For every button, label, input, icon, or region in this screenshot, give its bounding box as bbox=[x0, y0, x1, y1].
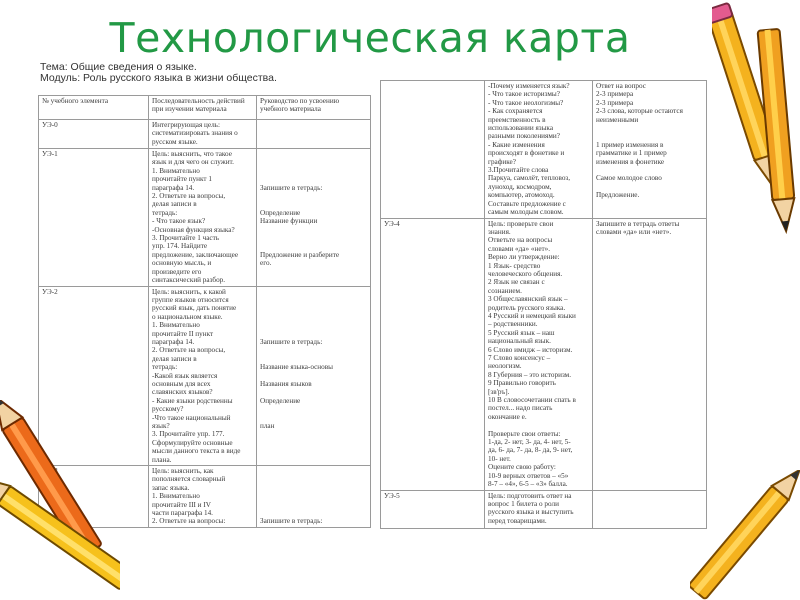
cell-line bbox=[260, 346, 367, 354]
cell-line: русского языка и выступить bbox=[488, 508, 574, 517]
cell-line: - Как сохраняется bbox=[488, 107, 543, 116]
row-guide bbox=[257, 466, 371, 528]
cell-line: 2 Язык не связан с bbox=[488, 278, 545, 287]
cell-line: 1. Внимательно bbox=[152, 492, 200, 501]
cell-line: -Почему изменяется язык? bbox=[488, 82, 570, 90]
cell-line: язык и для чего он служит. bbox=[152, 158, 234, 167]
cell-line: прочитайте пункт 1 bbox=[152, 175, 212, 184]
cell-line bbox=[260, 296, 367, 304]
cell-line: 2. Ответьте на вопросы, bbox=[152, 346, 226, 355]
cell-line: Название функции bbox=[260, 217, 318, 226]
element-code: УЭ-2 bbox=[39, 286, 149, 466]
element-code: УЭ-4 bbox=[381, 218, 485, 490]
row-content bbox=[149, 120, 257, 149]
row-guide bbox=[593, 81, 707, 219]
row-content bbox=[149, 466, 257, 528]
cell-line: параграфа 14. bbox=[152, 183, 195, 192]
header-element-number: № учебного элемента bbox=[39, 96, 149, 120]
cell-line: Проверьте свои ответы: bbox=[488, 429, 561, 438]
cell-line: русском языке. bbox=[152, 137, 198, 146]
header-guide: Руководство по усвоению учебного материала bbox=[257, 96, 371, 120]
cell-line: 10- нет. bbox=[488, 454, 511, 463]
cell-line: предложение, заключающее bbox=[152, 250, 239, 259]
cell-line: Запишите в тетрадь: bbox=[260, 517, 323, 526]
cell-line: Запишите в тетрадь: bbox=[260, 337, 323, 346]
cell-line: мысли данного текста в виде bbox=[152, 447, 241, 456]
cell-line: 5 Русский язык – наш bbox=[488, 328, 555, 337]
cell-line bbox=[260, 467, 367, 475]
cell-line: основным для всех bbox=[152, 379, 211, 388]
element-code bbox=[381, 81, 485, 219]
cell-line: упр. 174. Найдите bbox=[152, 242, 208, 251]
cell-line: неизменными bbox=[596, 115, 639, 124]
cell-line: неологизм. bbox=[488, 362, 522, 371]
cell-line bbox=[260, 242, 367, 250]
cell-line bbox=[260, 321, 367, 329]
table-row bbox=[39, 149, 371, 287]
cell-line: Верно ли утверждение: bbox=[488, 253, 560, 262]
cell-line: запас языка. bbox=[152, 483, 190, 492]
cell-line: параграфа 14. bbox=[152, 337, 195, 346]
cell-line: преемственность в bbox=[488, 115, 546, 124]
cell-line: 2-3 примера bbox=[596, 90, 634, 99]
cell-line: группе языков относится bbox=[152, 295, 229, 304]
cell-line: 3.Прочитайте слова bbox=[488, 166, 549, 175]
cell-line: 1-да, 2- нет, 3- да, 4- нет, 5- bbox=[488, 438, 571, 447]
cell-line: язык? bbox=[152, 422, 170, 430]
cell-line: -Какой язык является bbox=[152, 371, 218, 380]
cell-line bbox=[260, 355, 367, 363]
cell-line: 1. Внимательно bbox=[152, 166, 200, 175]
cell-line: прочитайте III и IV bbox=[152, 500, 211, 509]
cell-line: 1 пример изменения в bbox=[596, 140, 664, 149]
table-row bbox=[39, 120, 371, 149]
cell-line: Сформулируйте основные bbox=[152, 438, 233, 447]
cell-line: пополняется словарный bbox=[152, 475, 226, 484]
cell-line: Ответьте на вопросы bbox=[488, 236, 553, 245]
cell-line: - Что такое язык? bbox=[152, 217, 206, 226]
cell-line: 2. Ответьте на вопросы, bbox=[152, 192, 226, 201]
cell-line: Определение bbox=[260, 208, 301, 217]
cell-line: делая записи в bbox=[152, 200, 197, 209]
cell-line: русский язык, дать понятие bbox=[152, 304, 237, 313]
table-row bbox=[381, 81, 707, 219]
cell-line: план bbox=[260, 422, 275, 430]
cell-line: - Какие изменения bbox=[488, 140, 545, 149]
table-row bbox=[381, 218, 707, 490]
row-guide bbox=[257, 149, 371, 287]
cell-line: 3. Прочитайте упр. 177. bbox=[152, 430, 225, 439]
cell-line: Ответ на вопрос bbox=[596, 82, 646, 90]
cell-line: Запишите в тетрадь ответы bbox=[596, 219, 680, 228]
pencil-top-right-icon bbox=[712, 0, 800, 240]
cell-line: словами «да» или «нет». bbox=[596, 227, 672, 236]
cell-line: да, 6- да, 7- да, 8- да, 9- нет, bbox=[488, 446, 573, 455]
cell-line: – родственники. bbox=[488, 320, 538, 329]
cell-line bbox=[260, 405, 367, 413]
topic-header bbox=[40, 62, 370, 84]
topic-line: Тема: Общие сведения о языке. bbox=[40, 61, 197, 73]
cell-line: 1. Внимательно bbox=[152, 321, 200, 330]
cell-line: Название языка-основы bbox=[260, 363, 333, 372]
cell-line: 2-3 примера bbox=[596, 98, 634, 107]
cell-line: Запишите в тетрадь: bbox=[260, 183, 323, 192]
cell-line: -Что такое национальный bbox=[152, 413, 231, 422]
cell-line: самым молодым словом. bbox=[488, 208, 564, 217]
cell-line: 7 Слово консенсус – bbox=[488, 354, 551, 362]
cell-line: Цель: выяснить, к какой bbox=[152, 287, 226, 296]
cell-line bbox=[596, 124, 703, 132]
cell-line: использовании языка bbox=[488, 124, 554, 133]
cell-line: Цель: выяснить, как bbox=[152, 467, 214, 476]
cell-line bbox=[260, 175, 367, 183]
cell-line: - Какие языки родственны bbox=[152, 396, 233, 405]
cell-line: синтаксический разбор. bbox=[152, 276, 226, 285]
cell-line bbox=[596, 166, 703, 174]
header-sequence: Последовательность действий при изучении материала bbox=[149, 96, 257, 120]
cell-line: словами «да» «нет». bbox=[488, 244, 551, 253]
row-content bbox=[485, 218, 593, 490]
row-content bbox=[149, 149, 257, 287]
cell-line: 10-9 верных ответов – «5» bbox=[488, 471, 569, 480]
cell-line: - Что такое историзмы? bbox=[488, 90, 560, 99]
cell-line: Цель: подготовить ответ на bbox=[488, 491, 572, 500]
cell-line: Предложение. bbox=[596, 191, 640, 200]
row-content bbox=[485, 81, 593, 219]
cell-line bbox=[260, 304, 367, 312]
table-row bbox=[381, 490, 707, 528]
row-guide bbox=[593, 218, 707, 490]
cell-line bbox=[260, 414, 367, 422]
cell-line: 4 Русский и немецкий языки bbox=[488, 311, 576, 320]
row-content bbox=[149, 286, 257, 466]
cell-line: -Основная функция языка? bbox=[152, 225, 235, 234]
cell-line bbox=[260, 234, 367, 242]
cell-line bbox=[260, 158, 367, 166]
cell-line: 10 В словосочетании спать в bbox=[488, 396, 576, 405]
cell-line: перед товарищами. bbox=[488, 516, 547, 525]
cell-line: 9 Правильно говорить bbox=[488, 379, 556, 388]
cell-line: постел... надо писать bbox=[488, 404, 553, 413]
cell-line: сознанием. bbox=[488, 286, 522, 295]
cell-line: компьютер, атомоход. bbox=[488, 191, 555, 200]
cell-line: 2. Ответьте на вопросы: bbox=[152, 517, 226, 526]
cell-line: о национальном языке. bbox=[152, 312, 223, 321]
cell-line: Интегрирующая цель: bbox=[152, 121, 220, 129]
cell-line bbox=[260, 509, 367, 517]
cell-line: - Что такое неологизмы? bbox=[488, 98, 564, 107]
cell-line: вопрос 1 билета о роли bbox=[488, 499, 559, 508]
cell-line bbox=[260, 192, 367, 200]
row-guide bbox=[257, 286, 371, 466]
cell-line bbox=[260, 288, 367, 296]
cell-line bbox=[260, 475, 367, 483]
module-line: Модуль: Роль русского языка в жизни общества. bbox=[40, 72, 277, 84]
pencil-bottom-right-icon bbox=[690, 470, 800, 600]
cell-line: грамматике и 1 пример bbox=[596, 149, 667, 158]
cell-line: 3 Общеславянский язык – bbox=[488, 295, 568, 304]
slide-title: Технологическая карта bbox=[109, 14, 631, 62]
cell-line: 6 Слово имидж – историзм. bbox=[488, 345, 573, 354]
cell-line: разными поколениями? bbox=[488, 132, 560, 141]
cell-line: части параграфа 14. bbox=[152, 509, 213, 518]
cell-line: 1 Язык- средство bbox=[488, 261, 541, 270]
cell-line: 8 Губерния – это историзм. bbox=[488, 370, 572, 379]
cell-line: Названия языков bbox=[260, 379, 312, 388]
cell-line: тетрадь: bbox=[152, 208, 178, 217]
pencil-bottom-left-icon bbox=[0, 400, 120, 600]
table-header-row bbox=[39, 96, 371, 120]
cell-line: плана. bbox=[152, 455, 172, 464]
cell-line bbox=[260, 226, 367, 234]
cell-line: основную мысль, и bbox=[152, 259, 212, 268]
cell-line bbox=[260, 313, 367, 321]
cell-line bbox=[596, 183, 703, 191]
cell-line: делая записи в bbox=[152, 354, 197, 363]
cell-line bbox=[260, 167, 367, 175]
right-document-table bbox=[380, 80, 707, 529]
element-code: УЭ-0 bbox=[39, 120, 149, 149]
cell-line bbox=[488, 421, 589, 429]
cell-line bbox=[596, 132, 703, 140]
cell-line: родитель русского языка. bbox=[488, 303, 566, 312]
cell-line: Паркуа, самолёт, тепловоз, bbox=[488, 174, 571, 183]
cell-line: систематизировать знания о bbox=[152, 129, 238, 138]
cell-line: Самое молодое слово bbox=[596, 174, 662, 183]
cell-line: Цель: выяснить, что такое bbox=[152, 150, 232, 158]
cell-line: прочитайте II пункт bbox=[152, 329, 214, 338]
cell-line bbox=[260, 200, 367, 208]
cell-line: 3. Прочитайте 1 часть bbox=[152, 234, 220, 243]
cell-line: человеческого общения. bbox=[488, 269, 563, 278]
cell-line: графике? bbox=[488, 157, 516, 166]
cell-line: Оцените свою работу: bbox=[488, 463, 556, 472]
cell-line: [зв'ръ]. bbox=[488, 387, 510, 396]
cell-line: 8-7 – «4», 6-5 – «3» балла. bbox=[488, 480, 568, 489]
cell-line: русскому? bbox=[152, 405, 184, 414]
cell-line: произведите его bbox=[152, 267, 202, 276]
cell-line: Цель: проверьте свои bbox=[488, 219, 554, 228]
cell-line bbox=[260, 492, 367, 500]
cell-line: национальный язык. bbox=[488, 337, 551, 346]
element-code: УЭ-1 bbox=[39, 149, 149, 287]
cell-line bbox=[260, 372, 367, 380]
cell-line bbox=[260, 484, 367, 492]
cell-line bbox=[260, 330, 367, 338]
cell-line: Составьте предложение с bbox=[488, 199, 566, 208]
cell-line: славянских языков? bbox=[152, 388, 213, 397]
cell-line: изменения в фонетике bbox=[596, 157, 665, 166]
cell-line: происходят в фонетике и bbox=[488, 149, 565, 158]
cell-line: Предложение и разберите bbox=[260, 250, 340, 259]
cell-line: знания. bbox=[488, 227, 511, 236]
cell-line: Определение bbox=[260, 396, 301, 405]
cell-line: тетрадь: bbox=[152, 363, 178, 372]
cell-line: окончание е. bbox=[488, 412, 527, 421]
element-code: УЭ-5 bbox=[381, 490, 485, 528]
cell-line: луноход, космодром, bbox=[488, 182, 552, 191]
cell-line bbox=[260, 388, 367, 396]
cell-line: 2-3 слова, которые остаются bbox=[596, 107, 683, 116]
cell-line: его. bbox=[260, 259, 272, 268]
row-guide bbox=[257, 120, 371, 149]
cell-line bbox=[260, 150, 367, 158]
row-content bbox=[485, 490, 593, 528]
cell-line bbox=[260, 501, 367, 509]
